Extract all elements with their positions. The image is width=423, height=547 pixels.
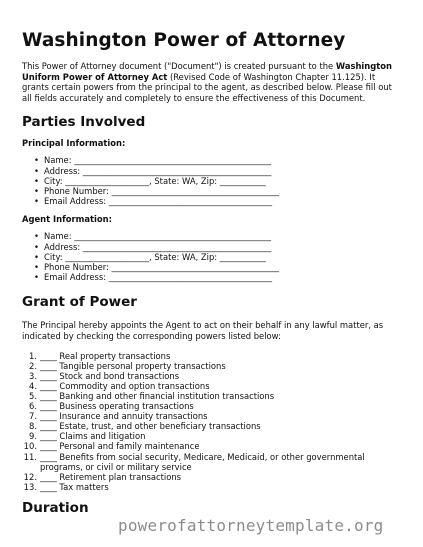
power-text: ____ Tangible personal property transactions	[40, 360, 226, 371]
power-item[interactable]	[22, 431, 394, 441]
principal-address-field[interactable]: • Address: _____________________________________________	[34, 166, 394, 176]
power-number: 12.	[23, 471, 37, 482]
power-item[interactable]	[22, 401, 394, 411]
powers-list	[22, 351, 394, 492]
power-item[interactable]	[22, 482, 394, 492]
principal-phone-field[interactable]: • Phone Number: ________________________________________	[34, 186, 394, 196]
power-text: ____ Business operating transactions	[40, 401, 194, 412]
power-item[interactable]	[22, 391, 394, 401]
document-page	[22, 30, 394, 516]
power-number: 5.	[29, 390, 37, 401]
intro-text-2: (Revised Code of Washington Chapter 11.125). It grants certain powers from the principal to the agent, as described below. Please fill out all fields accurately and completely to ensure the effectiveness of this Document.	[22, 71, 392, 103]
grant-paragraph: The Principal hereby appoints the Agent to act on their behalf in any lawful matter, as indicated by checking the corresponding powers listed below:	[22, 320, 384, 341]
power-number: 11.	[23, 451, 37, 462]
power-number: 8.	[29, 421, 37, 432]
power-text: ____ Claims and litigation	[40, 431, 146, 442]
power-number: 1.	[29, 350, 37, 361]
power-item[interactable]	[22, 452, 394, 472]
intro-act-name: Washington Uniform Power of Attorney Act	[22, 61, 392, 82]
grant-heading: Grant of Power	[22, 294, 137, 311]
agent-email-field[interactable]: • Email Address: _______________________________________	[34, 272, 394, 282]
power-number: 3.	[29, 370, 37, 381]
agent-phone-field[interactable]: • Phone Number: ________________________________________	[34, 262, 394, 272]
power-item[interactable]	[22, 411, 394, 421]
document-title: Washington Power of Attorney	[22, 30, 346, 51]
power-text: ____ Retirement plan transactions	[40, 471, 182, 482]
power-item[interactable]	[22, 441, 394, 451]
power-text: ____ Estate, trust, and other beneficiary transactions	[40, 421, 261, 432]
power-item[interactable]	[22, 361, 394, 371]
power-item[interactable]	[22, 351, 394, 361]
agent-city-field[interactable]: • City: ____________________, State: WA, Zip: ___________	[34, 252, 394, 262]
principal-name-field[interactable]: • Name: _______________________________________________	[34, 155, 394, 165]
principal-city-field[interactable]: • City: ____________________, State: WA, Zip: ___________	[34, 176, 394, 186]
parties-heading: Parties Involved	[22, 114, 146, 131]
power-item[interactable]	[22, 472, 394, 482]
power-text: ____ Real property transactions	[40, 350, 171, 361]
power-text: ____ Commodity and option transactions	[40, 380, 210, 391]
power-number: 7.	[29, 411, 37, 422]
power-number: 2.	[29, 360, 37, 371]
agent-heading: Agent Information:	[22, 214, 112, 225]
power-text: ____ Stock and bond transactions	[40, 370, 180, 381]
power-text: ____ Benefits from social security, Medicare, Medicaid, or other governmental programs, or civil or military service	[40, 451, 365, 472]
principal-fields	[22, 155, 394, 206]
power-item[interactable]	[22, 421, 394, 431]
power-number: 13.	[23, 481, 37, 492]
principal-heading: Principal Information:	[22, 138, 126, 149]
agent-fields	[22, 231, 394, 282]
power-number: 10.	[23, 441, 37, 452]
power-item[interactable]	[22, 371, 394, 381]
duration-heading: Duration	[22, 499, 89, 516]
power-number: 6.	[29, 401, 37, 412]
power-text: ____ Banking and other financial institution transactions	[40, 390, 275, 401]
agent-name-field[interactable]: • Name: _______________________________________________	[34, 231, 394, 241]
intro-text-1: This Power of Attorney document ("Document") is created pursuant to the	[22, 61, 336, 71]
power-text: ____ Insurance and annuity transactions	[40, 411, 208, 422]
agent-address-field[interactable]: • Address: _____________________________________________	[34, 242, 394, 252]
power-text: ____ Tax matters	[40, 481, 109, 492]
power-item[interactable]	[22, 381, 394, 391]
principal-email-field[interactable]: • Email Address: _______________________________________	[34, 196, 394, 206]
intro-paragraph	[22, 61, 394, 103]
power-number: 9.	[29, 431, 37, 442]
power-text: ____ Personal and family maintenance	[40, 441, 200, 452]
power-number: 4.	[29, 380, 37, 391]
site-watermark: powerofattorneytemplate.org	[118, 516, 384, 535]
